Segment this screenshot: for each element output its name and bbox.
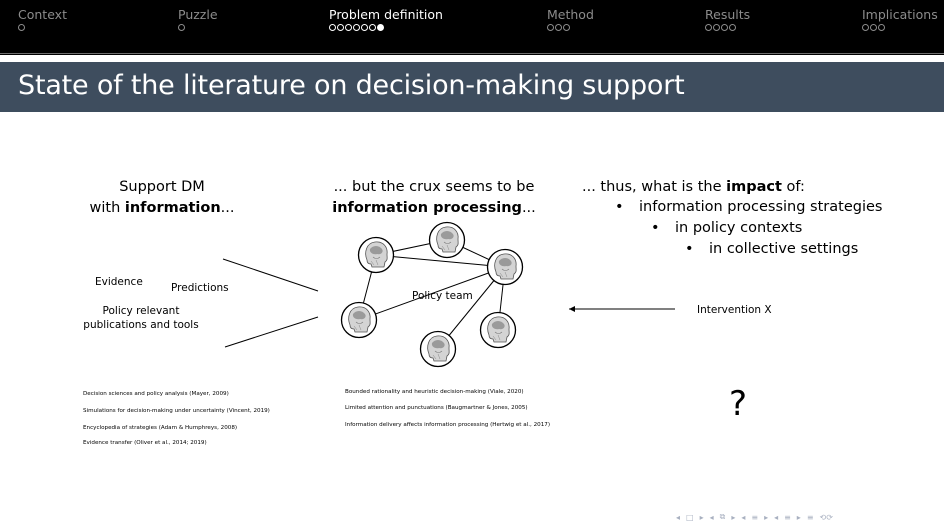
middle-heading-suffix: ... — [521, 200, 536, 216]
left-reference: Evidence transfer (Oliver et al., 2014; 2019) — [83, 440, 207, 446]
nav-right-arrow-icon[interactable]: ▸ — [731, 512, 736, 522]
right-heading-prefix: ... thus, what is the — [582, 179, 727, 195]
question-mark: ? — [729, 384, 748, 424]
middle-column-heading — [322, 177, 546, 219]
predictions-label: Predictions — [171, 282, 229, 294]
nav-section-method[interactable]: Method — [547, 7, 594, 22]
evidence-connector-line — [223, 259, 318, 291]
left-heading-prefix: with — [89, 200, 125, 216]
bullet-marker: • — [651, 220, 660, 236]
beamer-navigation-symbols — [676, 512, 833, 522]
team-member-head-icon — [430, 223, 465, 258]
nav-right-arrow-icon[interactable]: ▸ — [764, 512, 769, 522]
left-column-heading — [74, 177, 250, 219]
policy-team-label: Policy team — [412, 290, 473, 302]
team-member-head-icon — [359, 238, 394, 273]
middle-heading-line1: ... but the crux seems to be — [333, 179, 535, 195]
nav-section-context[interactable]: Context — [18, 7, 67, 22]
middle-reference: Bounded rationality and heuristic decision-making (Viale, 2020) — [345, 389, 524, 395]
left-reference: Decision sciences and policy analysis (Mayer, 2009) — [83, 391, 229, 397]
team-member-head-icon — [342, 303, 377, 338]
search-icon[interactable]: ⟲⟳ — [819, 512, 833, 522]
middle-reference: Information delivery affects information processing (Hertwig et al., 2017) — [345, 422, 550, 428]
right-column-heading — [582, 177, 805, 198]
bullet-level3 — [685, 241, 858, 257]
left-heading-line1: Support DM — [119, 179, 205, 195]
left-reference: Encyclopedia of strategies (Adam & Humphreys, 2008) — [83, 425, 238, 431]
subsection-icon[interactable]: ⧉ — [719, 512, 726, 521]
publications-label — [82, 304, 200, 332]
align-icon[interactable]: ≡ — [806, 512, 814, 522]
nav-section-implications[interactable]: Implications — [862, 7, 938, 22]
right-heading-suffix: of: — [781, 179, 805, 195]
intervention-label: Intervention X — [697, 304, 772, 316]
team-member-head-icon — [421, 332, 456, 367]
bullet-text: information processing strategies — [639, 199, 883, 215]
nav-left-arrow-icon[interactable]: ◂ — [741, 512, 746, 522]
nav-right-arrow-icon[interactable]: ▸ — [796, 512, 801, 522]
bullet-text: in collective settings — [709, 241, 859, 257]
right-heading-bold: impact — [726, 179, 782, 195]
nav-left-arrow-icon[interactable]: ◂ — [676, 512, 681, 522]
middle-reference: Limited attention and punctuations (Baugmartner & Jones, 2005) — [345, 405, 528, 411]
middle-heading-line2 — [322, 198, 546, 219]
nav-left-arrow-icon[interactable]: ◂ — [774, 512, 779, 522]
left-reference: Simulations for decision-making under uncertainty (Vincent, 2019) — [83, 408, 270, 414]
bullet-level1 — [615, 199, 882, 215]
nav-section-problem-definition[interactable]: Problem definition — [329, 7, 443, 22]
publications-label-line2: publications and tools — [83, 319, 199, 331]
team-member-head-icon — [481, 313, 516, 348]
document-icon[interactable]: ≡ — [784, 512, 791, 522]
left-heading-bold: information — [124, 200, 221, 216]
bullet-marker: • — [685, 241, 694, 257]
middle-heading-bold: information processing — [332, 200, 522, 216]
frame-title: State of the literature on decision-making support — [18, 70, 685, 101]
frame-icon[interactable]: □ — [686, 512, 694, 522]
team-member-head-icon — [488, 250, 523, 285]
nav-left-arrow-icon[interactable]: ◂ — [709, 512, 714, 522]
bullet-level2 — [651, 220, 802, 236]
publications-connector-line — [225, 317, 318, 347]
nav-right-arrow-icon[interactable]: ▸ — [699, 512, 704, 522]
evidence-label: Evidence — [95, 276, 143, 288]
left-heading-line2 — [74, 198, 250, 219]
left-heading-suffix: ... — [220, 200, 235, 216]
publications-label-line1: Policy relevant — [102, 305, 180, 317]
section-icon[interactable]: ≡ — [751, 512, 759, 522]
nav-section-puzzle[interactable]: Puzzle — [178, 7, 218, 22]
bullet-text: in policy contexts — [675, 220, 803, 236]
nav-section-results[interactable]: Results — [705, 7, 751, 22]
bullet-marker: • — [615, 199, 624, 215]
